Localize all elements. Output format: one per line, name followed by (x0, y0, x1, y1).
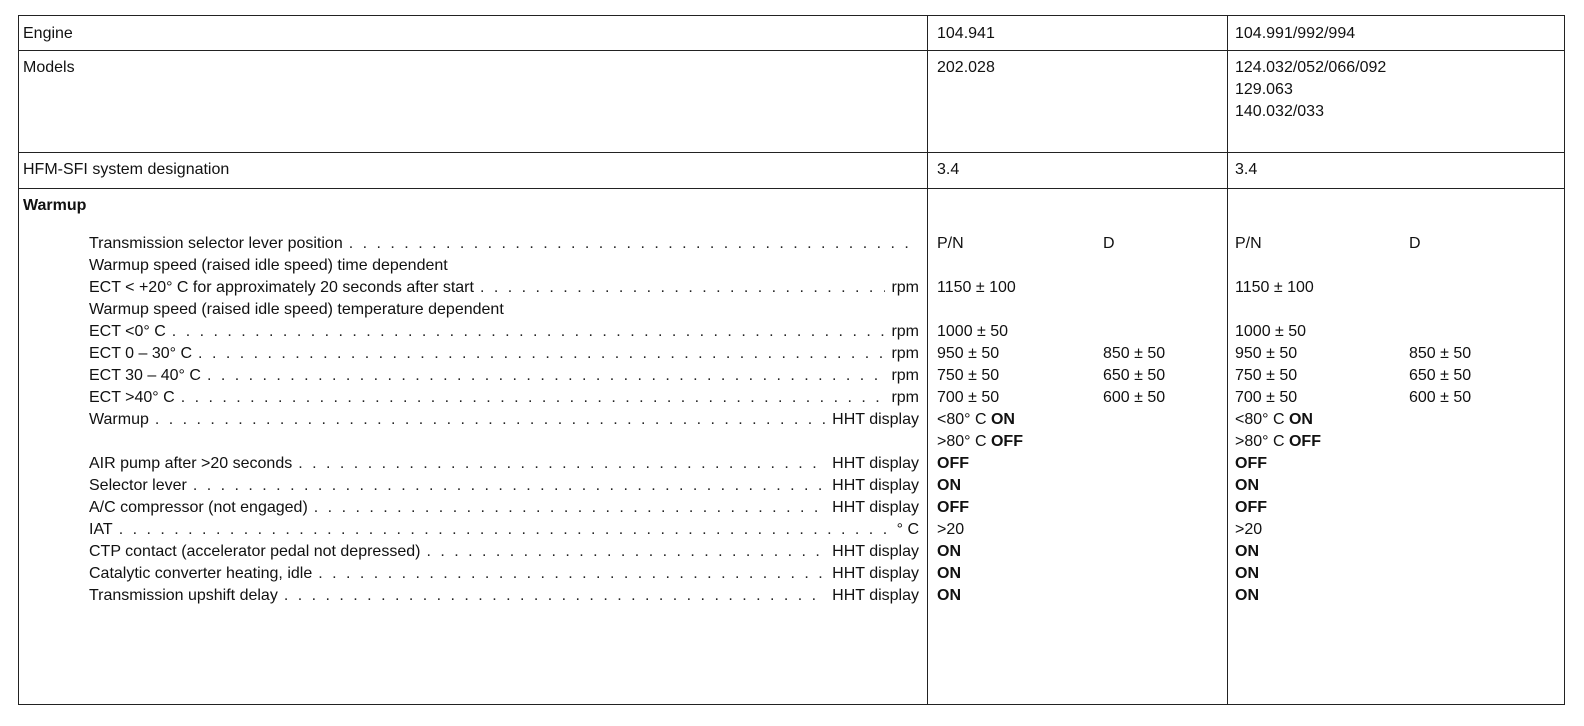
value-c2a: 1000 ± 50 (1235, 323, 1307, 340)
hht-value: ON (1235, 477, 1259, 494)
hht-value: OFF (937, 455, 969, 472)
row-unit: rpm (891, 323, 919, 340)
row-label-text: ECT 30 – 40° C (89, 367, 201, 384)
row-unit: HHT display (832, 565, 919, 582)
spec-table (18, 15, 1565, 705)
hht-value: ON (1235, 587, 1259, 604)
value-c2a: 700 ± 50 (1235, 389, 1298, 406)
value-c1a: 750 ± 50 (937, 367, 1000, 384)
row-divider (19, 50, 1564, 51)
warmup-row-label (89, 410, 919, 430)
row-label-text: Catalytic converter heating, idle (89, 565, 313, 582)
leader-dots (426, 542, 826, 562)
warmup-status-line1 (937, 410, 1015, 430)
value-c2a: 950 ± 50 (1235, 345, 1298, 362)
hht-value: ON (1235, 543, 1259, 560)
warmup-row-label (89, 388, 919, 408)
hfm-col1: 3.4 (937, 161, 960, 178)
leader-dots (193, 476, 826, 496)
warmup-row-label (89, 520, 919, 540)
hfm-label: HFM-SFI system designation (23, 161, 230, 178)
hht-value: >20 (937, 521, 965, 538)
row-label-text: Transmission upshift delay (89, 587, 278, 604)
row-unit: rpm (891, 345, 919, 362)
warmup-row-label (89, 542, 919, 562)
warmup-row-label (89, 256, 919, 276)
models-col2-line2: 129.063 (1235, 81, 1293, 98)
hht-value: ON (1235, 565, 1259, 582)
warmup-row-label (89, 498, 919, 518)
row-label-text: AIR pump after >20 seconds (89, 455, 293, 472)
value-c1a: 950 ± 50 (937, 345, 1000, 362)
models-label: Models (23, 59, 75, 76)
leader-dots (284, 586, 826, 606)
leader-dots (314, 498, 826, 518)
row-unit: HHT display (832, 411, 919, 428)
value-c1a: 1150 ± 100 (937, 279, 1016, 296)
row-label-text: ECT <0° C (89, 323, 166, 340)
value-c2b: D (1409, 235, 1421, 252)
row-unit: HHT display (832, 499, 919, 516)
leader-dots (298, 454, 826, 474)
row-divider (19, 188, 1564, 189)
leader-dots (198, 344, 885, 364)
warmup-row-label (89, 300, 919, 320)
column-divider (927, 16, 928, 704)
row-label-text: A/C compressor (not engaged) (89, 499, 308, 516)
state-text: OFF (990, 433, 1023, 450)
threshold-text: >80° C (1235, 433, 1289, 450)
column-divider (1227, 16, 1228, 704)
warmup-status-line1 (1235, 410, 1313, 430)
leader-dots (318, 564, 826, 584)
hht-value: OFF (1235, 455, 1267, 472)
models-col1: 202.028 (937, 59, 995, 76)
models-col2-line1: 124.032/052/066/092 (1235, 59, 1387, 76)
row-label-text: CTP contact (accelerator pedal not depressed) (89, 543, 421, 560)
leader-dots (172, 322, 886, 342)
row-divider (19, 152, 1564, 153)
hht-value: OFF (1235, 499, 1267, 516)
row-unit: HHT display (832, 455, 919, 472)
value-c1b: D (1103, 235, 1115, 252)
row-unit: rpm (891, 367, 919, 384)
hfm-col2: 3.4 (1235, 161, 1258, 178)
warmup-row-label (89, 344, 919, 364)
warmup-title: Warmup (23, 197, 87, 214)
warmup-row-label (89, 564, 919, 584)
row-label-text: Warmup speed (raised idle speed) temperature dependent (89, 301, 504, 318)
leader-dots (119, 520, 891, 540)
models-col2-line3: 140.032/033 (1235, 103, 1324, 120)
value-c1a: 700 ± 50 (937, 389, 1000, 406)
row-label-text: IAT (89, 521, 113, 538)
leader-dots (349, 234, 913, 254)
threshold-text: <80° C (937, 411, 991, 428)
warmup-status-line2 (1235, 432, 1321, 452)
threshold-text: >80° C (937, 433, 991, 450)
value-c2b: 650 ± 50 (1409, 367, 1472, 384)
row-unit: rpm (891, 389, 919, 406)
hht-value: ON (937, 587, 961, 604)
value-c2a: 750 ± 50 (1235, 367, 1298, 384)
value-c1b: 600 ± 50 (1103, 389, 1166, 406)
warmup-row-label (89, 234, 919, 254)
leader-dots (181, 388, 886, 408)
row-label-text: Transmission selector lever position (89, 235, 343, 252)
value-c2a: 1150 ± 100 (1235, 279, 1314, 296)
value-c2b: 850 ± 50 (1409, 345, 1472, 362)
row-label-text: Warmup speed (raised idle speed) time dependent (89, 257, 448, 274)
warmup-row-label (89, 586, 919, 606)
row-label-text: Warmup (89, 411, 149, 428)
leader-dots (155, 410, 826, 430)
row-label-text: ECT >40° C (89, 389, 175, 406)
value-c2b: 600 ± 50 (1409, 389, 1472, 406)
state-text: ON (1288, 411, 1313, 428)
row-label-text: ECT 0 – 30° C (89, 345, 193, 362)
row-unit: HHT display (832, 587, 919, 604)
engine-col2: 104.991/992/994 (1235, 25, 1356, 42)
state-text: OFF (1288, 433, 1321, 450)
warmup-row-label (89, 278, 919, 298)
value-c1b: 850 ± 50 (1103, 345, 1166, 362)
value-c2a: P/N (1235, 235, 1262, 252)
row-unit: HHT display (832, 477, 919, 494)
engine-col1: 104.941 (937, 25, 995, 42)
hht-value: >20 (1235, 521, 1263, 538)
row-unit: rpm (891, 279, 919, 296)
value-c1a: 1000 ± 50 (937, 323, 1009, 340)
hht-value: ON (937, 543, 961, 560)
hht-value: ON (937, 477, 961, 494)
hht-value: OFF (937, 499, 969, 516)
warmup-status-line2 (937, 432, 1023, 452)
warmup-row-label (89, 454, 919, 474)
engine-label: Engine (23, 25, 73, 42)
row-unit: HHT display (832, 543, 919, 560)
row-unit: ° C (896, 521, 919, 538)
leader-dots (480, 278, 885, 298)
value-c1a: P/N (937, 235, 964, 252)
warmup-row-label (89, 476, 919, 496)
warmup-row-label (89, 322, 919, 342)
row-label-text: Selector lever (89, 477, 187, 494)
warmup-row-label (89, 366, 919, 386)
threshold-text: <80° C (1235, 411, 1289, 428)
leader-dots (207, 366, 886, 386)
row-label-text: ECT < +20° C for approximately 20 seconds after start (89, 279, 474, 296)
value-c1b: 650 ± 50 (1103, 367, 1166, 384)
hht-value: ON (937, 565, 961, 582)
state-text: ON (990, 411, 1015, 428)
